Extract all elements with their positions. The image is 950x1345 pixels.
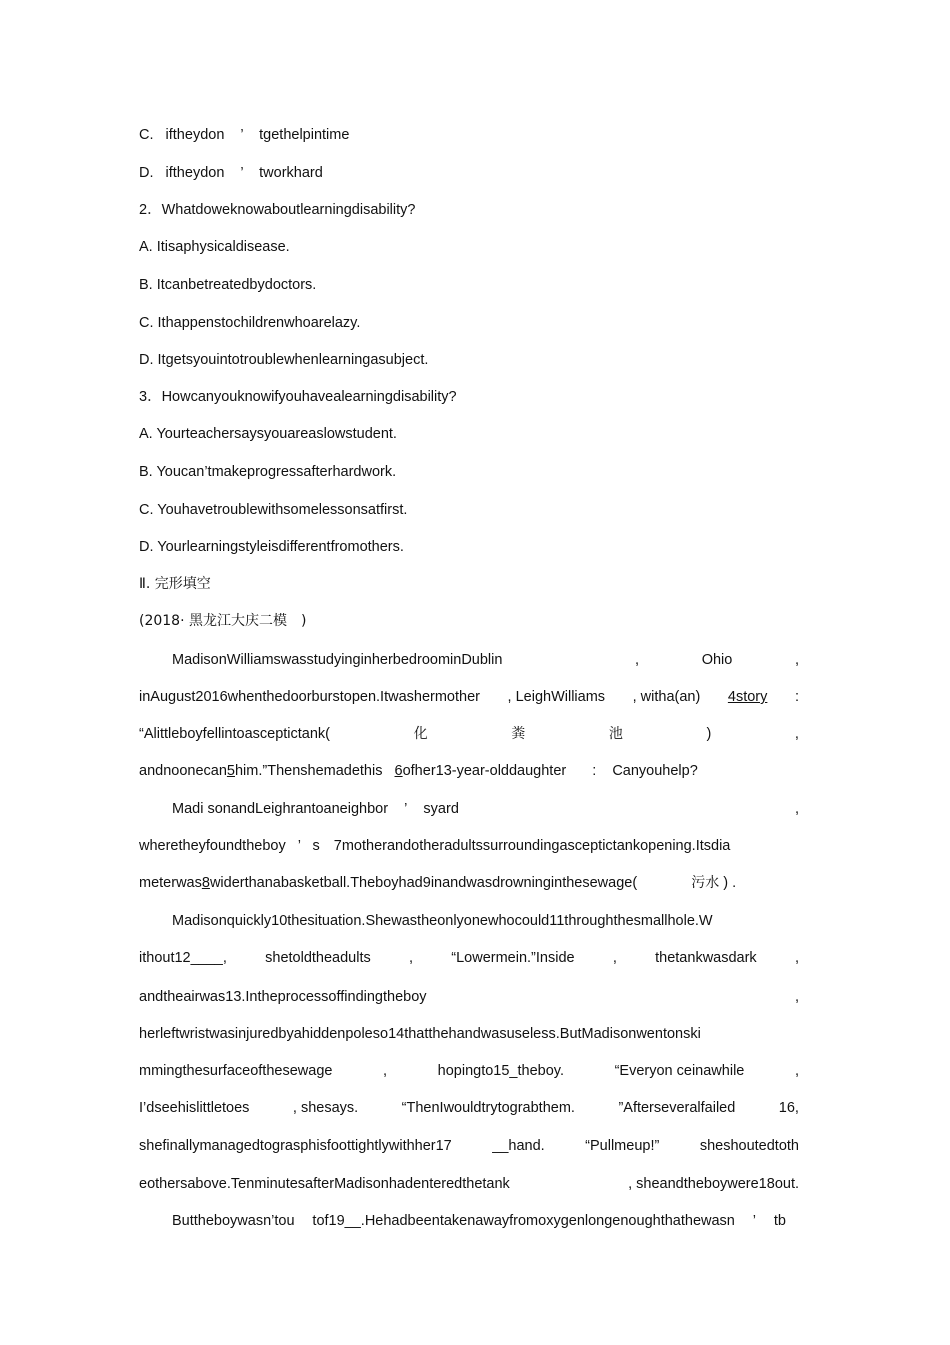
text-run: ”Afterseveralfailed	[618, 1100, 736, 1116]
option-text: iftheydon	[165, 127, 225, 143]
text-run: Buttheboywasn’tou	[172, 1213, 295, 1229]
text-run: ofher13-year-olddaughter	[402, 763, 567, 779]
text-run: shefinallymanagedtograsphisfoottightlywithher17	[139, 1138, 452, 1154]
text-run: ,	[794, 652, 799, 668]
text-run: tb	[773, 1213, 786, 1229]
text-run: ,	[635, 652, 640, 668]
text-run: ,	[409, 950, 414, 966]
q3-option-a: A. Yourteachersaysyouareaslowstudent.	[139, 426, 397, 442]
cjk-char: 化	[413, 726, 428, 742]
text-run: eothersabove.TenminutesafterMadisonhadenteredthetank	[139, 1176, 510, 1192]
passage-line	[139, 687, 799, 707]
option-text: iftheydon	[165, 165, 225, 181]
blank-number: 4story	[727, 689, 768, 705]
q2-option-d: D. Itgetsyouintotroublewhenlearningasubject.	[139, 352, 429, 368]
text-run: , LeighWilliams	[507, 689, 606, 705]
text-run: I’dseehislittletoes	[139, 1100, 250, 1116]
text-run: )	[706, 726, 712, 742]
text-run: __hand.	[492, 1138, 545, 1154]
apostrophe: ’	[240, 127, 244, 143]
text-run: widerthanabasketball.Theboyhad9inandwasdrowninginthesewage(	[209, 875, 638, 891]
cjk-word: 污水	[691, 875, 720, 891]
text-run: hopingto15_theboy.	[437, 1063, 564, 1079]
q3-option-d: D. Yourlearningstyleisdifferentfromothers.	[139, 539, 404, 555]
text-run: inAugust2016whenthedoorburstopen.Itwashermother	[139, 689, 480, 705]
text-run: ’	[404, 801, 408, 817]
q3-option-b: B. Youcan’tmakeprogressafterhardwork.	[139, 464, 397, 480]
text-run: meterwas	[139, 875, 202, 891]
text-run: ,	[794, 726, 799, 742]
text-run: Madi sonandLeighrantoaneighbor	[172, 801, 389, 817]
option-text: tgethelpintime	[259, 127, 350, 143]
option-text: tworkhard	[259, 165, 323, 181]
text-run: sheshoutedtoth	[699, 1138, 799, 1154]
text-run: 7motherandotheradultssurroundingasceptictankopening.Itsdia	[333, 838, 731, 854]
text-run: , sheandtheboywere18out.	[628, 1176, 799, 1192]
text-run: mmingthesurfaceofthesewage	[139, 1063, 333, 1079]
text-run: “Pullmeup!”	[585, 1138, 660, 1154]
text-run: Canyouhelp?	[612, 763, 698, 779]
text-run: ,	[794, 989, 799, 1005]
text-run: ,	[794, 1063, 799, 1079]
text-run: syard	[423, 801, 459, 817]
option-letter: C.	[139, 127, 154, 143]
source-line: (2018· 黑龙江大庆二模 )	[139, 613, 307, 629]
text-run: ) .	[723, 875, 737, 891]
q2-option-b: B. Itcanbetreatedbydoctors.	[139, 277, 317, 293]
text-run: thetankwasdark	[655, 950, 757, 966]
passage-line: Madisonquickly10thesituation.Shewastheonlyonewhocould11throughthesmallhole.W	[172, 913, 713, 929]
passage-line	[139, 1061, 799, 1081]
text-run: ,	[794, 950, 799, 966]
passage-line	[139, 873, 799, 893]
text-run: MadisonWilliamswasstudyinginherbedroominDublin	[172, 652, 503, 668]
passage-line	[139, 948, 799, 968]
passage-line	[139, 1136, 799, 1156]
text-run: ’	[297, 838, 301, 854]
text-run: , witha(an)	[632, 689, 701, 705]
blank-number: 6	[394, 763, 403, 779]
passage-line	[139, 987, 799, 1007]
passage-line	[139, 1098, 799, 1118]
text-run: “ThenIwouldtrytograbthem.	[401, 1100, 575, 1116]
text-run: ’	[752, 1213, 756, 1229]
text-run: “Lowermein.”Inside	[451, 950, 575, 966]
text-run: 16,	[778, 1100, 799, 1116]
passage-line	[172, 1211, 786, 1231]
text-run: “Everyon ceinawhile	[614, 1063, 745, 1079]
text-run: him.”Thenshemadethis	[234, 763, 383, 779]
text-run: ithout12____,	[139, 950, 227, 966]
q1-option-d	[139, 163, 799, 183]
q1-option-c	[139, 125, 799, 145]
passage-line	[172, 650, 799, 670]
question-2-stem: 2．Whatdoweknowaboutlearningdisability?	[139, 202, 416, 218]
passage-line	[172, 799, 799, 819]
cjk-char: 池	[608, 726, 623, 742]
text-run: andtheairwas13.Intheprocessoffindingtheboy	[139, 989, 427, 1005]
text-run: Ohio	[701, 652, 733, 668]
text-run: , shesays.	[292, 1100, 359, 1116]
text-run: :	[592, 763, 597, 779]
text-run: tof19__.Hehadbeentakenawayfromoxygenlongenoughthathewasn	[312, 1213, 735, 1229]
q3-option-c: C. Youhavetroublewithsomelessonsatfirst.	[139, 502, 408, 518]
section-title: Ⅱ. 完形填空	[139, 576, 211, 592]
blank-number: 5	[226, 763, 235, 779]
text-run: ,	[794, 801, 799, 817]
cjk-char: 粪	[511, 726, 526, 742]
passage-line	[139, 761, 799, 781]
passage-line: herleftwristwasinjuredbyahiddenpoleso14thatthehandwasuseless.ButMadisonwentonski	[139, 1026, 701, 1042]
text-run: s	[312, 838, 320, 854]
text-run: :	[794, 689, 799, 705]
option-letter: D.	[139, 165, 154, 181]
text-run: ,	[383, 1063, 388, 1079]
passage-line	[139, 1174, 799, 1194]
q2-option-a: A. Itisaphysicaldisease.	[139, 239, 290, 255]
text-run: wheretheyfoundtheboy	[139, 838, 286, 854]
blank-number: 8	[201, 875, 210, 891]
text-run: “Alittleboyfellintoasceptictank(	[139, 726, 331, 742]
question-3-stem: 3．Howcanyouknowifyouhavealearningdisability?	[139, 389, 457, 405]
text-run: shetoldtheadults	[265, 950, 371, 966]
q2-option-c: C. Ithappenstochildrenwhoarelazy.	[139, 315, 361, 331]
passage-line	[139, 724, 799, 744]
text-run: andnoonecan	[139, 763, 227, 779]
text-run: ,	[612, 950, 617, 966]
passage-line	[139, 836, 799, 856]
apostrophe: ’	[240, 165, 244, 181]
